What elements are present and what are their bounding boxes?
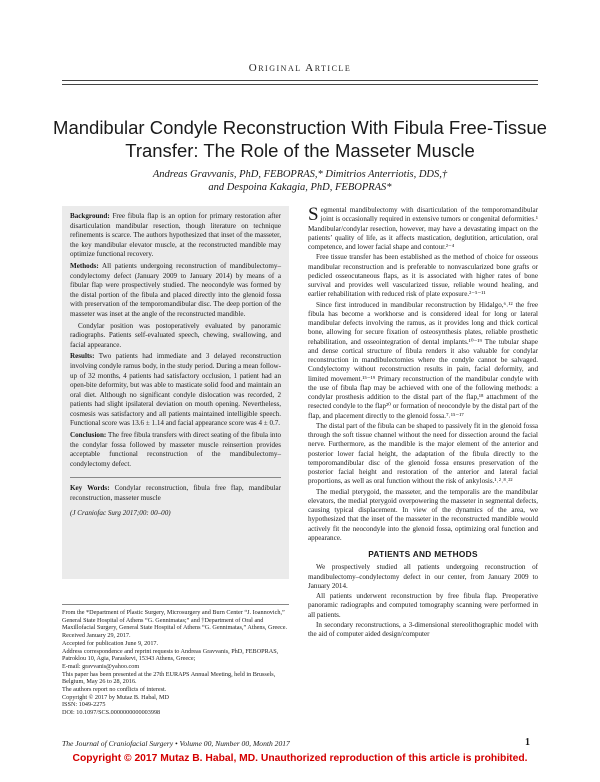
body-paragraph-1: Segmental mandibulectomy with disarticulation of the temporomandibular joint is occasionally required in extensive tumors or congenital deformities.¹ Mandibular/condylar resection, however, may have a devastating impact on the patients’ quality of life, as it affects mastication, deglutition, articulation, oral competence, and lower facial shape and contour.²⁻⁴ <box>308 204 538 251</box>
footnote-accepted: Accepted for publication June 9, 2017. <box>62 639 159 647</box>
footnotes <box>62 604 289 717</box>
header-rule-bottom <box>62 84 538 85</box>
footnote-received: Received January 29, 2017. <box>62 632 131 640</box>
section-heading: PATIENTS AND METHODS <box>368 549 478 559</box>
abstract-citation: (J Craniofac Surg 2017;00: 00–00) <box>70 508 171 517</box>
article-title: Mandibular Condyle Reconstruction With Fibula Free-Tissue Transfer: The Role of the Masseter Muscle <box>53 117 547 161</box>
body-paragraph-7: All patients underwent reconstruction by free fibula flap. Preoperative panoramic radiographs and computed tomography scanning were performed in all patients. <box>308 592 538 619</box>
abstract-background: Background: Free fibula flap is an option for primary restoration after disarticulation mandibular resection, though literature on technique refinements is scarce. The authors hypothesized that inset of the masseter, the key mandibular elevator muscle, at the reconstructed mandible may optimize functional recovery. <box>70 212 281 259</box>
author-list <box>30 168 570 194</box>
section-label: Original Article <box>248 62 352 74</box>
abstract-results: Results: Two patients had immediate and 3 delayed reconstruction involving condyle ramus body, in the study period. During a mean follow-up of 32 months, 4 patients had satisfactory occlusion, 1 patient had an open-bite deformity, but was able to masticate solid food and maintain an oral diet. Although no significant condyle dislocation was recorded, 2 patients had slight ipsilateral deviation on mouth opening. Nevertheless, cosmesis was satisfactory and all patients maintained intelligible speech. Functional score was 13.6 ± 1.14 and facial appearance score was 4 ± 0.7. <box>70 352 281 428</box>
footnote-conflicts: The authors report no conflicts of interest. <box>62 686 167 694</box>
footnote-affiliation: From the *Department of Plastic Surgery, Microsurgery and Burn Center “J. Ioannovich,” General State Hospital of Athens “G. Gennimatas;” and †Department of Oral and Maxillofacial Surgery, General State Hospital of Athens “G. Gennimatas,” Athens, Greece. <box>62 609 288 632</box>
body-paragraph-4: The distal part of the fibula can be shaped to passively fit in the glenoid fossa through the soft tissue channel without the need for dissection around the facial nerve. Furthermore, as the mandible is the major element of the anterior and posterior lower facial height, the adaptation of the fibula directly to the temporomandibular disc of the glenoid fossa ensures preservation of the posterior facial height and restoration of the anterior and lateral facial proportions, as well as oral function without the risk of ankylosis.¹˒²˒⁸˒²² <box>308 421 538 486</box>
footnote-issn: ISSN: 1049-2275 <box>62 701 106 709</box>
body-paragraph-8: In secondary reconstructions, a 3-dimensional stereolithographic model with the aid of computer aided design/computer <box>308 620 538 638</box>
abstract-conclusion: Conclusion: The free fibula transfers with direct seating of the fibula into the condylar fossa followed by masseter muscle reinsertion provides acceptable functional reconstruction of the mandibulectomy–condylectomy defect. <box>70 431 281 468</box>
drop-cap: S <box>308 204 319 225</box>
journal-footer: The Journal of Craniofacial Surgery • Volume 00, Number 00, Month 2017 <box>62 739 290 748</box>
footnote-doi: DOI: 10.1097/SCS.0000000000003998 <box>62 709 161 717</box>
footnote-copyright: Copyright © 2017 by Mutaz B. Habal, MD <box>62 693 169 701</box>
copyright-notice: Copyright © 2017 Mutaz B. Habal, MD. Unauthorized reproduction of this article is prohibited. <box>72 753 528 764</box>
footnote-presented: This paper has been presented at the 27th EURAPS Annual Meeting, held in Brussels, Belgium, May 26 to 28, 2016. <box>62 670 276 686</box>
abstract-keywords: Key Words: Condylar reconstruction, fibula free flap, mandibular reconstruction, masseter muscle <box>70 477 281 503</box>
author-line-2: and Despoina Kakagia, PhD, FEBOPRAS* <box>208 182 392 193</box>
author-line-1: Andreas Gravvanis, PhD, FEBOPRAS,* Dimitrios Anterriotis, DDS,† <box>152 169 448 180</box>
body-paragraph-2: Free tissue transfer has been established as the method of choice for osseous mandibular reconstruction and is preferable to nonvascularized bone grafts or pedicled osseocutaneous flaps, as it is associated with higher rates of bone survival and provides well vascularized tissue, reliable wound healing, and earlier rehabilitation with reduced risk of plate exposure.²⁻⁵⁻¹¹ <box>308 253 538 299</box>
page-number: 1 <box>525 737 530 748</box>
abstract-methods-2: Condylar position was postoperatively evaluated by panoramic radiographs. Patients self-evaluated speech, chewing, swallowing, and facial appearance. <box>70 321 281 349</box>
body-paragraph-5: The medial pterygoid, the masseter, and the temporalis are the mandibular elevators, the medial pterygoid overpowering the masseter in segmental defects, causing typical displacement. In view of the dynamics of the area, we hypothesized that the inset of the masseter in the reconstructed mandible would actively fit the neocondyle into the glenoid fossa, optimizing oral function and appearance. <box>308 487 538 542</box>
footnote-correspondence: Address correspondence and reprint requests to Andreas Gravvanis, PhD, FEBOPRAS, Patroklou 10, Agia, Paraskevi, 15343 Athens, Greece; <box>62 647 279 663</box>
body-paragraph-6: We prospectively studied all patients undergoing reconstruction of mandibulectomy–condylectomy defect in our center, from January 2009 to January 2014. <box>308 563 538 590</box>
body-column <box>308 206 538 640</box>
body-paragraph-3: Since first introduced in mandibular reconstruction by Hidalgo,⁶˒¹² the free fibula has become a workhorse and is considered ideal for long or lateral mandibular defects involving the ramus, as it provides long and thick cortical bone, allowing for secure fixation of osteosynthesis plates, reliable prosthetic rehabilitation, and osseointegration of dental implants.¹⁰⁻¹⁹ The tubular shape and dense cortical structure of fibula renders it also valuable for condylar reconstruction in mandibulectomies where the condyle cannot be salvaged. Condylectomy without reconstruction results in pain, facial deformity, and limited movement.¹⁵⁻¹⁹ Primary reconstruction of the mandibular condyle with the use of fibula flap may be achieved with one of the following methods: a condylar prosthesis addition to the distal part of the flap,¹⁸ attachment of the resected condyle to the flap²⁰ or formation of neocondyle by the distal part of the flap, and placement directly to the glenoid fossa.⁷˒¹⁵⁻¹⁷ <box>308 300 538 420</box>
abstract-methods: Methods: All patients undergoing reconstruction of mandibulectomy–condylectomy defect (January 2009 to January 2014) by means of a fibular flap were prospectively studied. The neocondyle was formed by the distal portion of the fibula and placed directly into the glenoid fossa with preservation of the temporomandibular disc. The deep portion of the masseter was inset at the angle of the reconstructed mandible. <box>70 261 282 318</box>
header-rule-top <box>62 80 538 81</box>
abstract-box <box>62 206 289 579</box>
footnote-email: E-mail: gravvanis@yahoo.com <box>62 662 140 670</box>
